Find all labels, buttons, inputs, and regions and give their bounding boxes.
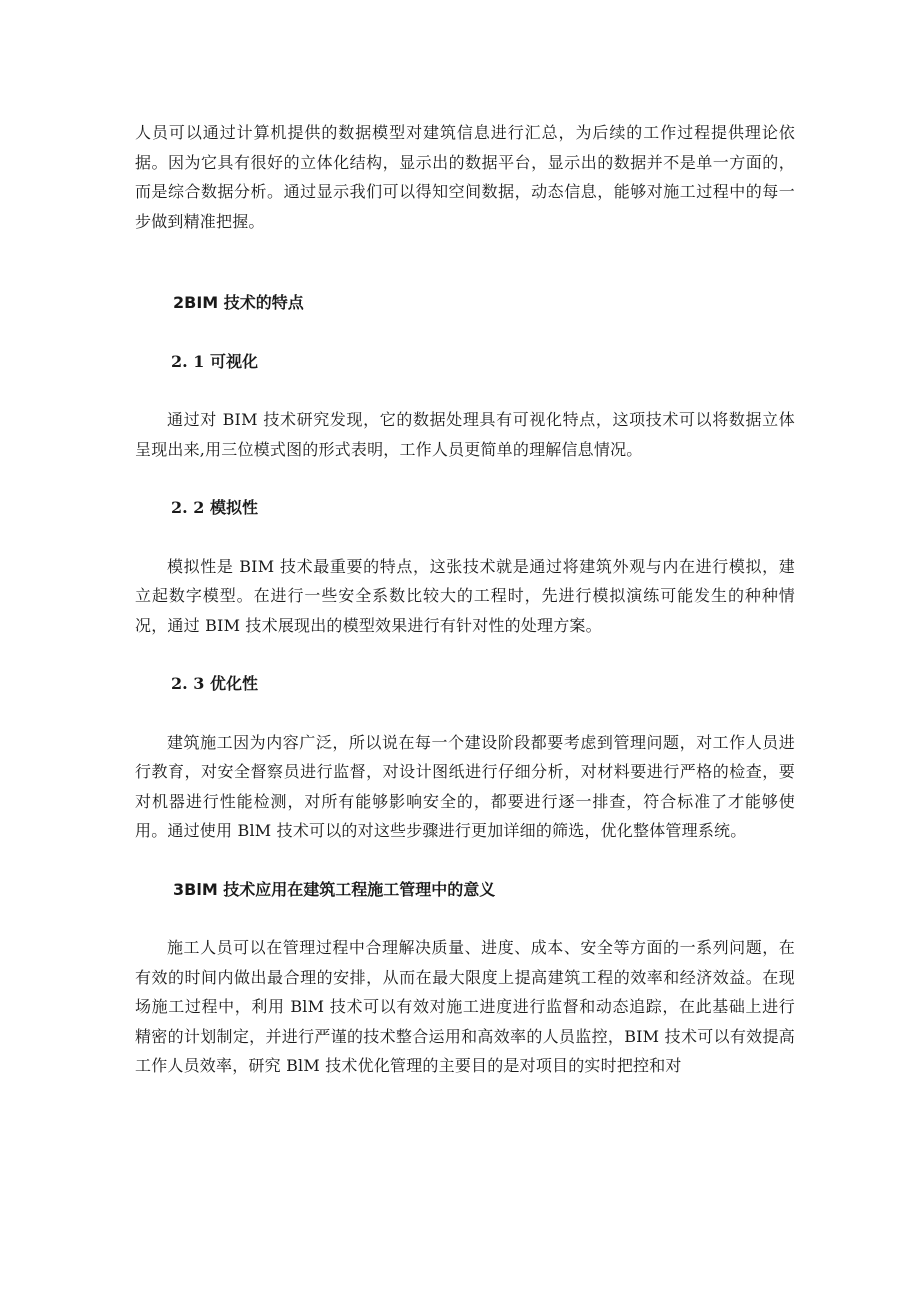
section-2-1-body: 通过对 BIM 技术研究发现，它的数据处理具有可视化特点，这项技术可以将数据立体呈现出来,用三位模式图的形式表明，工作人员更简单的理解信息情况。 bbox=[135, 410, 795, 459]
spacer bbox=[135, 904, 795, 933]
spacer bbox=[135, 318, 795, 347]
spacer bbox=[135, 464, 795, 493]
section-2-3-body: 建筑施工因为内容广泛，所以说在每一个建设阶段都要考虑到管理问题，对工作人员进行教育，对安全督察员进行监督，对设计图纸进行仔细分析，对材料要进行严格的检查，要对机器进行性能检测，对所有能够影响安全的，都要进行逐一排查，符合标准了才能够使用。通过使用 BlM 技术可以的对这些步骤进行更加详细的筛选，优化整体管理系统。 bbox=[135, 732, 795, 840]
spacer bbox=[135, 640, 795, 669]
section-2-2-title: 2. 2 模拟性 bbox=[171, 498, 258, 517]
spacer bbox=[135, 846, 795, 875]
section-2-heading: 2BIM 技术的特点 bbox=[173, 293, 304, 312]
section-2-1-title: 2. 1 可视化 bbox=[171, 351, 258, 371]
section-2-2-body: 模拟性是 BIM 技术最重要的特点，这张技术就是通过将建筑外观与内在进行模拟，建立起数字模型。在进行一些安全系数比较大的工程时，先进行模拟演练可能发生的种种情况，通过 BIM 技术展现出的模型效果进行有针对性的处理方案。 bbox=[135, 556, 795, 635]
section-2-3-title: 2. 3 优化性 bbox=[171, 674, 258, 693]
spacer bbox=[135, 699, 795, 728]
section-3-heading: 3BlM 技术应用在建筑工程施工管理中的意义 bbox=[173, 879, 496, 899]
section-3-body: 施工人员可以在管理过程中合理解决质量、进度、成本、安全等方面的一系列问题，在有效的时间内做出最合理的安排，从而在最大限度上提高建筑工程的效率和经济效益。在现场施工过程中，利用 BlM 技术可以有效对施工进度进行监督和动态追踪，在此基础上进行精密的计划制定，并进行严谨的技术整合运用和高效率的人员监控，BIM 技术可以有效提高工作人员效率，研究 BlM 技术优化管理的主要目的是对项目的实时把控和对 bbox=[135, 938, 795, 1075]
spacer bbox=[135, 523, 795, 552]
intro-paragraph: 人员可以通过计算机提供的数据模型对建筑信息进行汇总，为后续的工作过程提供理论依据。因为它具有很好的立体化结构，显示出的数据平台，显示出的数据并不是单一方面的，而是综合数据分析。通过显示我们可以得知空间数据，动态信息，能够对施工过程中的每一步做到精准把握。 bbox=[135, 123, 795, 231]
spacer bbox=[135, 376, 795, 405]
document-content bbox=[135, 118, 795, 1081]
spacer bbox=[135, 236, 795, 288]
